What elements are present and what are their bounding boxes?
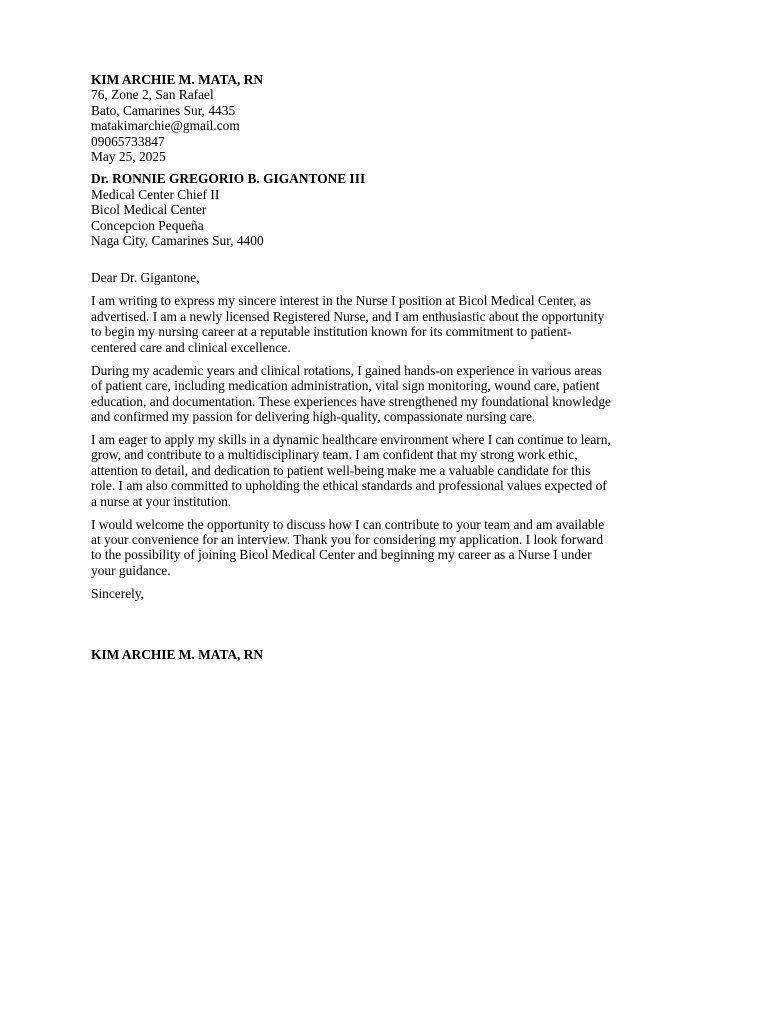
paragraph-line: a nurse at your institution.: [91, 493, 232, 509]
sender-phone: 09065733847: [91, 133, 165, 149]
paragraph-line: I am eager to apply my skills in a dynamic healthcare environment where I can continue to learn,: [91, 431, 611, 447]
paragraph-line: centered care and clinical excellence.: [91, 339, 291, 355]
recipient-address-line1: Concepcion Pequeña: [91, 217, 204, 233]
sender-name: KIM ARCHIE M. MATA, RN: [91, 72, 264, 87]
sender-block: [91, 72, 681, 164]
paragraph-line: your guidance.: [91, 562, 171, 578]
cover-letter-page: [91, 72, 681, 663]
paragraph-line: I am writing to express my sincere interest in the Nurse I position at Bicol Medical Center, as: [91, 293, 591, 309]
sender-email: matakimarchie@gmail.com: [91, 118, 240, 134]
sender-address-line1: 76, Zone 2, San Rafael: [91, 87, 214, 103]
sender-address-line2: Bato, Camarines Sur, 4435: [91, 102, 236, 118]
recipient-organization: Bicol Medical Center: [91, 202, 207, 218]
paragraph-line: at your convenience for an interview. Thank you for considering my application. I look forward: [91, 531, 604, 547]
paragraph-line: role. I am also committed to upholding the ethical standards and professional values expected of: [91, 478, 607, 494]
body-paragraph: [91, 432, 681, 509]
closing: Sincerely,: [91, 585, 145, 601]
paragraph-line: advertised. I am a newly licensed Registered Nurse, and I am enthusiastic about the opportunity: [91, 308, 605, 324]
paragraph-line: to the possibility of joining Bicol Medical Center and beginning my career as a Nurse I under: [91, 547, 592, 563]
paragraph-line: attention to detail, and dedication to patient well-being make me a valuable candidate for this: [91, 462, 591, 478]
paragraph-line: grow, and contribute to a multidisciplinary team. I am confident that my strong work ethic,: [91, 447, 578, 463]
body-paragraph: [91, 517, 681, 579]
body-paragraph: [91, 363, 681, 425]
paragraph-line: I would welcome the opportunity to discuss how I can contribute to your team and am available: [91, 516, 605, 532]
paragraph-line: to begin my nursing career at a reputable institution known for its commitment to patient-: [91, 324, 572, 340]
paragraph-line: education, and documentation. These experiences have strengthened my foundational knowledge: [91, 393, 611, 409]
paragraph-line: of patient care, including medication administration, vital sign monitoring, wound care, patient: [91, 378, 600, 394]
recipient-address-line2: Naga City, Camarines Sur, 4400: [91, 233, 264, 249]
recipient-block: [91, 171, 681, 248]
paragraph-line: During my academic years and clinical rotations, I gained hands-on experience in various areas: [91, 362, 602, 378]
recipient-name: Dr. RONNIE GREGORIO B. GIGANTONE III: [91, 171, 366, 187]
recipient-title: Medical Center Chief II: [91, 186, 220, 202]
body-paragraph: [91, 293, 681, 355]
salutation: Dear Dr. Gigantone,: [91, 270, 200, 286]
letter-date: May 25, 2025: [91, 149, 166, 165]
signature-name: KIM ARCHIE M. MATA, RN: [91, 647, 264, 663]
paragraph-line: and confirmed my passion for delivering high-quality, compassionate nursing care.: [91, 408, 536, 424]
